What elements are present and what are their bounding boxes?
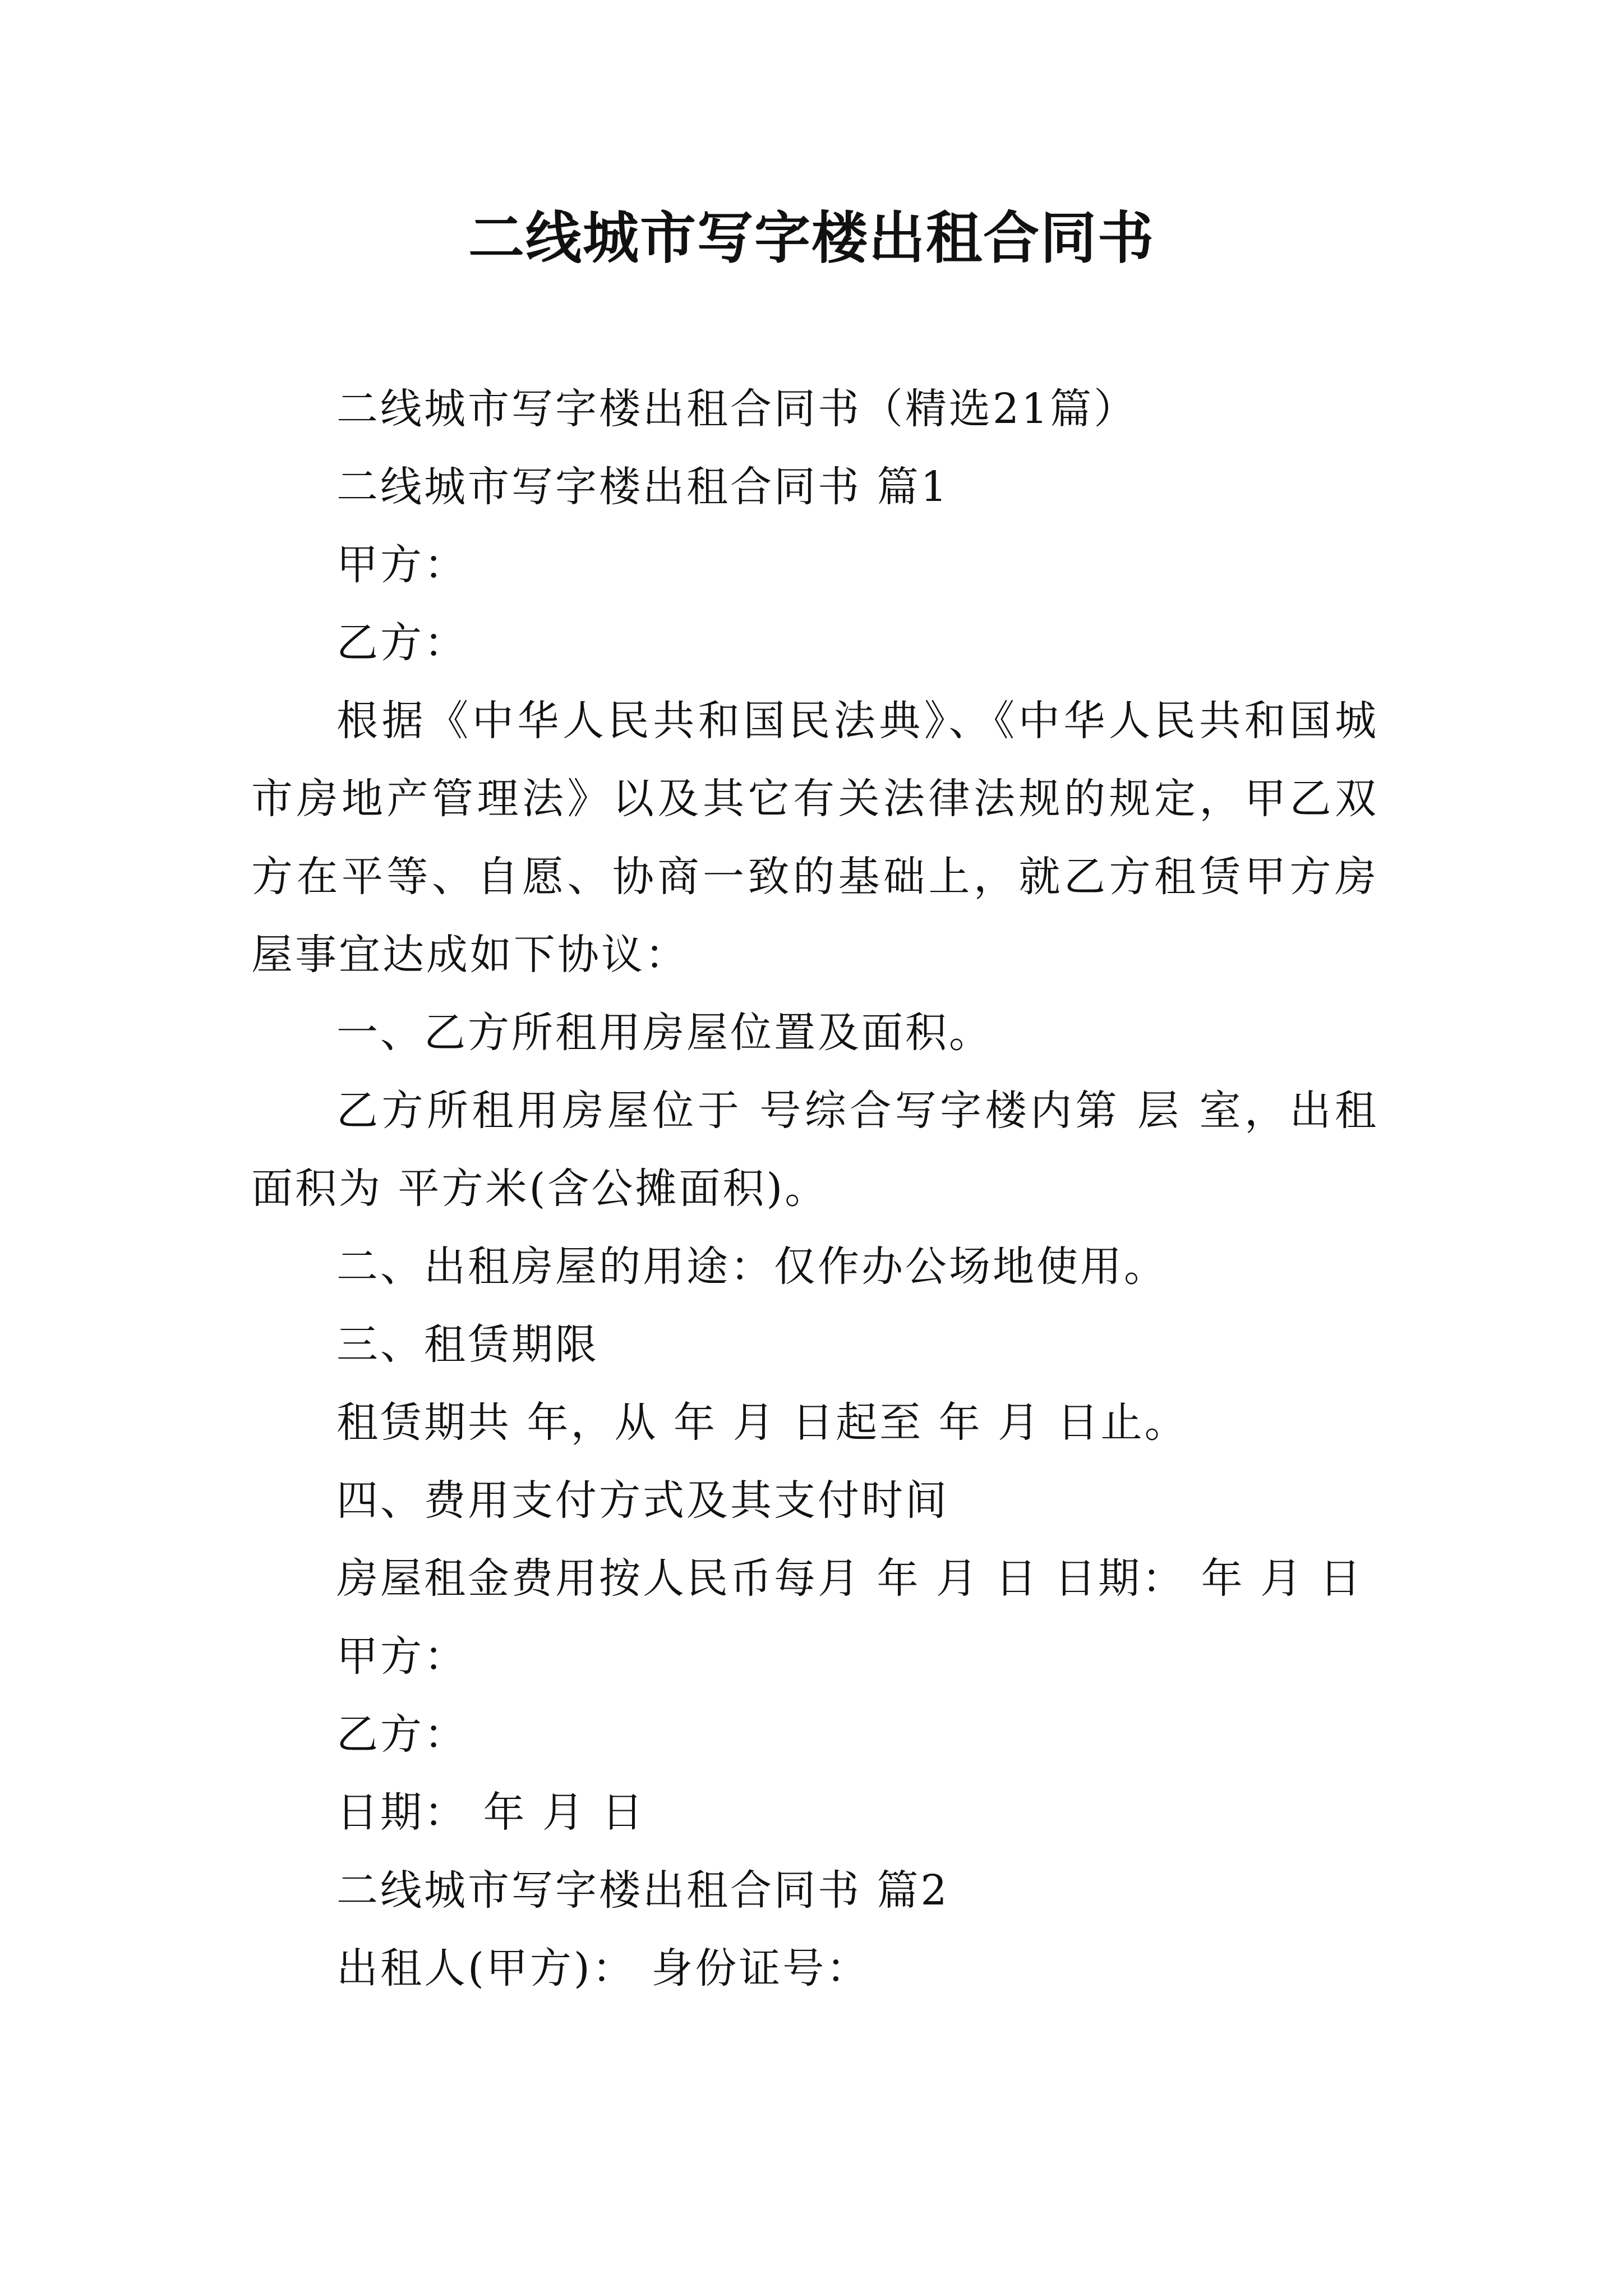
subtitle-line: 二线城市写字楼出租合同书（精选21篇） <box>336 385 1138 433</box>
clause-paragraph: 乙方所租用房屋位于 号综合写字楼内第 层 室，出租面积为 平方米(含公摊面积)。 <box>251 1087 1378 1213</box>
clause-heading: 四、费用支付方式及其支付时间 <box>336 1476 949 1525</box>
preamble-paragraph: 根据《中华人民共和国民法典》、《中华人民共和国城市房地产管理法》以及其它有关法律法规的规定，甲乙双方在平等、自愿、协商一致的基础上，就乙方租赁甲方房屋事宜达成如下协议： <box>251 697 1378 979</box>
section-heading: 二线城市写字楼出租合同书 篇2 <box>336 1866 949 1915</box>
clause-heading: 三、租赁期限 <box>336 1320 599 1369</box>
signature-date: 日期： 年 月 日 <box>336 1788 645 1837</box>
document-title: 二线城市写字楼出租合同书 <box>468 205 1155 271</box>
clause-heading: 一、乙方所租用房屋位置及面积。 <box>336 1009 993 1057</box>
clause-paragraph: 房屋租金费用按人民币每月 年 月 日 日期： 年 月 日 <box>336 1554 1363 1603</box>
clause-heading: 二、出租房屋的用途：仅作办公场地使用。 <box>336 1243 1168 1291</box>
signature-party-a: 甲方： <box>336 1632 468 1681</box>
document-body <box>251 370 1378 2008</box>
signature-party-b: 乙方： <box>336 1710 468 1759</box>
clause-paragraph: 租赁期共 年，从 年 月 日起至 年 月 日止。 <box>336 1398 1188 1447</box>
lessor-line: 出租人(甲方)： 身份证号： <box>336 1944 870 1993</box>
party-b-line: 乙方： <box>336 619 468 667</box>
party-a-line: 甲方： <box>336 541 468 589</box>
section-heading: 二线城市写字楼出租合同书 篇1 <box>336 463 949 511</box>
